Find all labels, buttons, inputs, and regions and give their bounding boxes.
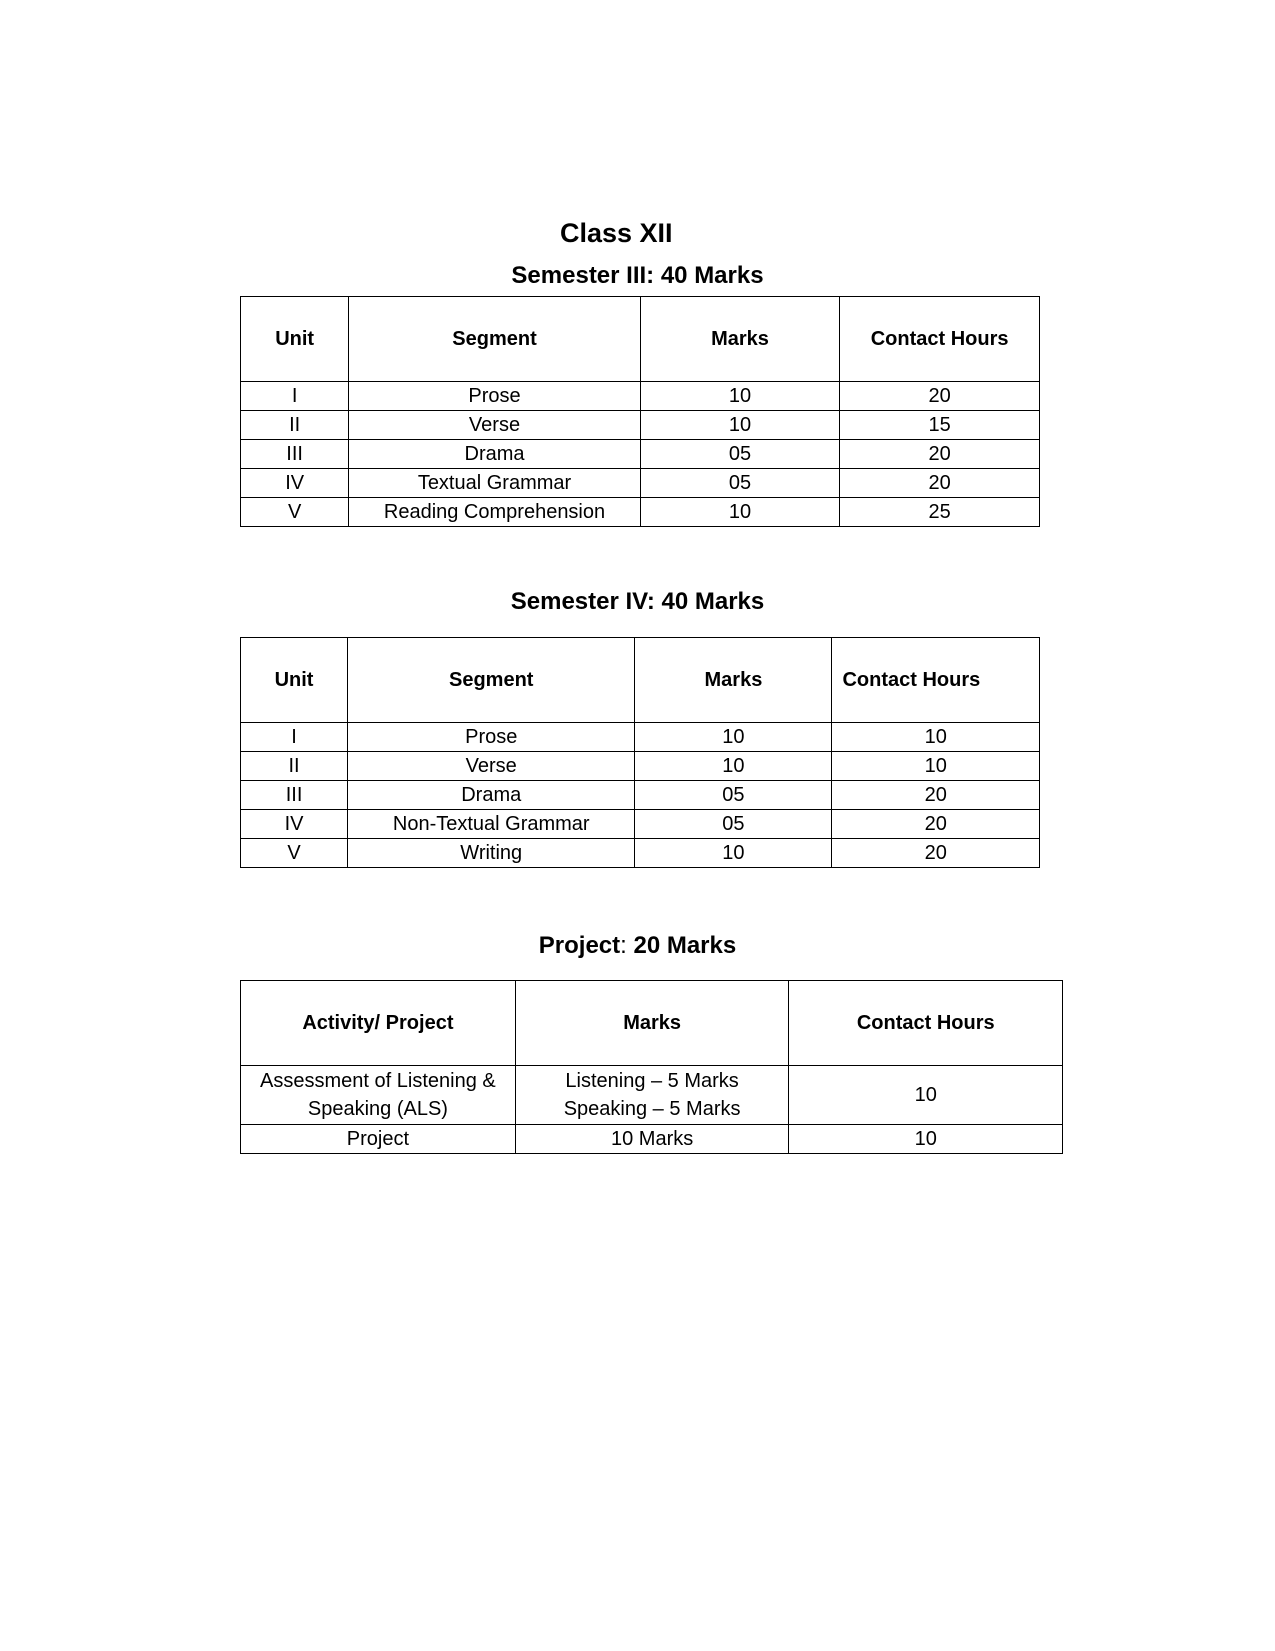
- cell-segment: Writing: [348, 839, 635, 868]
- activity-line: Assessment of Listening &: [260, 1070, 496, 1092]
- column-header-marks: Marks: [515, 981, 789, 1066]
- project-table: [240, 980, 1063, 1154]
- cell-contact-hours: 20: [832, 839, 1040, 868]
- cell-activity: [241, 1066, 516, 1125]
- column-header-unit: Unit: [241, 638, 348, 723]
- cell-contact-hours: 10: [789, 1066, 1063, 1125]
- table-row: [241, 839, 1040, 868]
- project-heading: [0, 932, 1275, 960]
- cell-contact-hours: 10: [789, 1125, 1063, 1154]
- cell-marks: 10: [640, 411, 840, 440]
- cell-unit: III: [241, 440, 349, 469]
- activity-line: Speaking (ALS): [307, 1098, 448, 1120]
- cell-segment: Verse: [348, 752, 635, 781]
- table-header-row: [241, 297, 1040, 382]
- project-heading-label: Project: [538, 932, 621, 959]
- cell-marks: 05: [640, 469, 840, 498]
- cell-unit: I: [241, 723, 348, 752]
- column-header-contact-hours: Contact Hours: [832, 638, 1040, 723]
- cell-contact-hours: 20: [832, 781, 1040, 810]
- cell-marks: [515, 1066, 789, 1125]
- cell-segment: Verse: [349, 411, 640, 440]
- cell-marks: 10: [635, 723, 832, 752]
- semester-3-table: [240, 296, 1040, 527]
- cell-segment: Reading Comprehension: [349, 498, 640, 527]
- column-header-contact-hours: Contact Hours: [789, 981, 1063, 1066]
- table-row: [241, 810, 1040, 839]
- cell-unit: V: [241, 839, 348, 868]
- project-heading-marks: 20 Marks: [626, 932, 737, 959]
- cell-segment: Prose: [349, 382, 640, 411]
- column-header-marks: Marks: [635, 638, 832, 723]
- column-header-marks: Marks: [640, 297, 840, 382]
- marks-line: Listening – 5 Marks: [565, 1070, 739, 1092]
- table-row: [241, 498, 1040, 527]
- cell-segment: Non-Textual Grammar: [348, 810, 635, 839]
- table-header-row: [241, 981, 1063, 1066]
- cell-segment: Textual Grammar: [349, 469, 640, 498]
- table-row: [241, 781, 1040, 810]
- cell-contact-hours: 20: [840, 440, 1040, 469]
- cell-marks: 10: [635, 752, 832, 781]
- table-row: [241, 723, 1040, 752]
- cell-contact-hours: 25: [840, 498, 1040, 527]
- cell-marks: 10 Marks: [515, 1125, 789, 1154]
- cell-unit: V: [241, 498, 349, 527]
- column-header-segment: Segment: [349, 297, 640, 382]
- marks-line: Speaking – 5 Marks: [563, 1098, 741, 1120]
- table-row: [241, 1066, 1063, 1125]
- cell-unit: II: [241, 752, 348, 781]
- table-row: [241, 411, 1040, 440]
- table-row: [241, 1125, 1063, 1154]
- table-row: [241, 382, 1040, 411]
- column-header-unit: Unit: [241, 297, 349, 382]
- cell-marks: 10: [640, 498, 840, 527]
- column-header-contact-hours: Contact Hours: [840, 297, 1040, 382]
- semester-3-heading: Semester III: 40 Marks: [511, 262, 764, 289]
- cell-unit: IV: [241, 810, 348, 839]
- table-header-row: [241, 638, 1040, 723]
- cell-contact-hours: 20: [840, 469, 1040, 498]
- cell-contact-hours: 15: [840, 411, 1040, 440]
- cell-unit: IV: [241, 469, 349, 498]
- cell-marks: 05: [640, 440, 840, 469]
- cell-segment: Drama: [348, 781, 635, 810]
- cell-segment: Drama: [349, 440, 640, 469]
- cell-unit: II: [241, 411, 349, 440]
- cell-marks: 10: [640, 382, 840, 411]
- cell-contact-hours: 10: [832, 723, 1040, 752]
- project-heading-colon: :: [620, 932, 627, 959]
- cell-activity: Project: [241, 1125, 516, 1154]
- cell-contact-hours: 20: [840, 382, 1040, 411]
- page-title: Class XII: [560, 218, 673, 248]
- table-row: [241, 469, 1040, 498]
- cell-contact-hours: 10: [832, 752, 1040, 781]
- cell-contact-hours: 20: [832, 810, 1040, 839]
- column-header-activity: Activity/ Project: [241, 981, 516, 1066]
- cell-marks: 10: [635, 839, 832, 868]
- cell-unit: I: [241, 382, 349, 411]
- semester-4-table: [240, 637, 1040, 868]
- table-row: [241, 752, 1040, 781]
- cell-marks: 05: [635, 810, 832, 839]
- semester-4-heading: Semester IV: 40 Marks: [510, 588, 765, 615]
- column-header-segment: Segment: [348, 638, 635, 723]
- cell-segment: Prose: [348, 723, 635, 752]
- cell-unit: III: [241, 781, 348, 810]
- table-row: [241, 440, 1040, 469]
- cell-marks: 05: [635, 781, 832, 810]
